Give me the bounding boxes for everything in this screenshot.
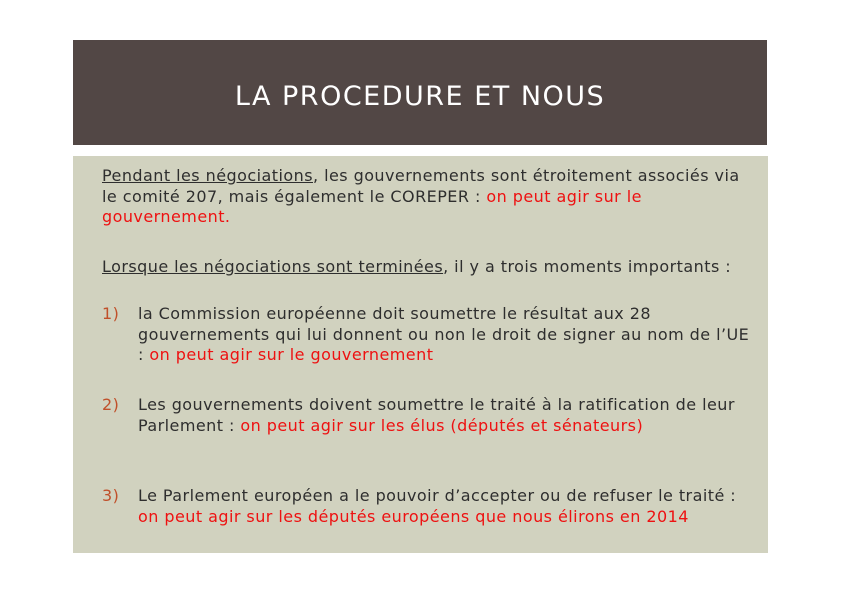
list-item-text — [138, 395, 752, 436]
slide-title: LA PROCEDURE ET NOUS — [234, 81, 606, 112]
list-item-highlight: on peut agir sur les députés européens que nous élirons en 2014 — [138, 506, 689, 526]
paragraph-negotiations — [102, 166, 752, 228]
list-item-body: la Commission européenne doit soumettre le résultat aux 28 gouvernements qui lui donnent ou non le droit de signer au nom de l’UE : — [138, 304, 750, 364]
list-item-highlight: on peut agir sur le gouvernement — [149, 345, 434, 364]
paragraph-negotiations-heading: Pendant les négociations — [102, 166, 313, 185]
paragraph-after-negotiations-text: , il y a trois moments importants : — [443, 257, 732, 276]
title-bar — [73, 40, 767, 145]
list-item — [102, 395, 752, 436]
list-item-highlight: on peut agir sur les élus (députés et sénateurs) — [240, 415, 644, 435]
paragraph-negotiations-highlight: on peut agir sur le gouvernement. — [102, 186, 642, 226]
list-item-body: Les gouvernements doivent soumettre le traité à la ratification de leur Parlement : — [138, 395, 735, 435]
content-panel — [73, 156, 768, 553]
paragraph-after-negotiations — [102, 257, 752, 278]
list-item — [102, 304, 752, 366]
list-item-number: 3) — [102, 486, 120, 505]
list-item-text — [138, 304, 752, 366]
list-item-number: 2) — [102, 395, 120, 414]
list-item-body: Le Parlement européen a le pouvoir d’accepter ou de refuser le traité : — [138, 486, 737, 505]
paragraph-negotiations-text: , les gouvernements sont étroitement associés via le comité 207, mais également le COREPER : — [102, 166, 740, 206]
list-item-text — [138, 486, 752, 527]
paragraph-after-negotiations-heading: Lorsque les négociations sont terminées — [102, 257, 444, 276]
list-item — [102, 486, 752, 527]
list-item-number: 1) — [102, 304, 120, 323]
